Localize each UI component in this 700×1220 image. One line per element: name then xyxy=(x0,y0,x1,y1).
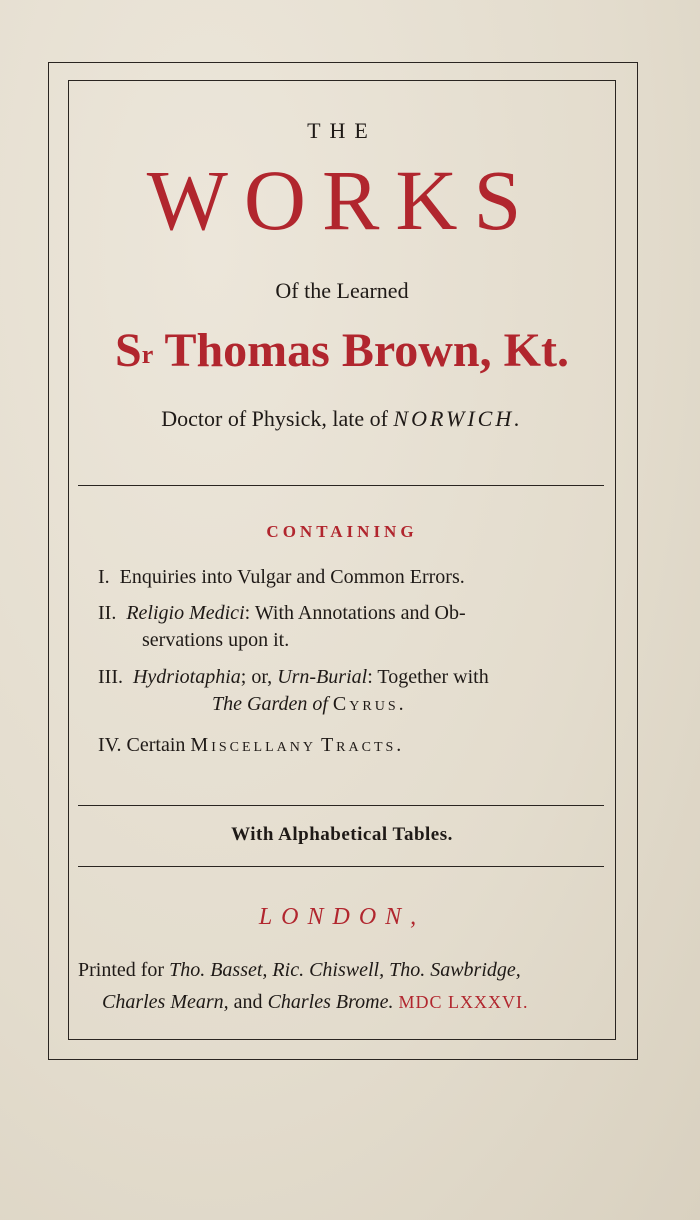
contents-text: : With Annotations and Ob- xyxy=(244,602,466,624)
subtitle-learned: Of the Learned xyxy=(275,278,409,303)
contents-item-4 xyxy=(98,732,610,759)
imprint-year: MDC LXXXVI. xyxy=(398,992,529,1012)
contents-num: IV. xyxy=(98,734,122,756)
author-description xyxy=(68,406,616,432)
contents-item-3 xyxy=(98,664,610,718)
contents-text-line2: servations upon it. xyxy=(142,629,290,651)
printer-mearn: Charles Mearn, xyxy=(102,991,229,1013)
contents-text-line2-italic: The Garden of xyxy=(212,693,328,715)
contents-num: I. xyxy=(98,566,110,588)
contents-num: II. xyxy=(98,602,117,624)
rule-middle xyxy=(78,805,604,806)
imprint xyxy=(78,954,618,1018)
imprint-line-2 xyxy=(78,986,618,1018)
contents-text: Enquiries into Vulgar and Common Errors. xyxy=(119,566,465,588)
title-works: WORKS xyxy=(146,152,538,248)
printer-and: and xyxy=(233,991,263,1013)
printer-brome: Charles Brome. xyxy=(267,991,394,1013)
contents-item-1 xyxy=(98,564,610,591)
description-prefix: Doctor of Physick, late of xyxy=(161,406,388,431)
contents-num: III. xyxy=(98,666,123,688)
contents-text-italic: Hydriotaphia xyxy=(132,666,241,688)
author-prefix-sup: r xyxy=(141,340,154,369)
contents-text: : Together with xyxy=(367,666,489,688)
contents-text: Certain xyxy=(126,734,186,756)
contents-text-sc: Tracts. xyxy=(320,734,405,756)
author-name xyxy=(68,322,616,380)
contents-text-sc: Miscellany xyxy=(190,734,316,756)
containing-heading: CONTAINING xyxy=(266,522,418,541)
imprint-line-1 xyxy=(78,954,618,986)
title-the: THE xyxy=(307,118,377,143)
tables-note: With Alphabetical Tables. xyxy=(231,824,453,845)
description-place: NORWICH. xyxy=(393,406,523,431)
contents-text-italic: Urn-Burial xyxy=(277,666,368,688)
rule-top xyxy=(78,485,604,486)
contents-item-2 xyxy=(98,600,610,654)
contents-text-line2-sc: Cyrus. xyxy=(332,693,407,715)
contents-text-italic: Religio Medici xyxy=(126,602,245,624)
imprint-city: LONDON, xyxy=(258,904,426,930)
author-prefix: S xyxy=(115,324,142,377)
printers-line-1: Tho. Basset, Ric. Chiswell, Tho. Sawbridge, xyxy=(169,959,521,981)
author-main: Thomas Brown, Kt. xyxy=(164,324,569,377)
rule-bottom xyxy=(78,866,604,867)
printed-for: Printed for xyxy=(78,959,165,981)
contents-text: ; or, xyxy=(240,666,278,688)
